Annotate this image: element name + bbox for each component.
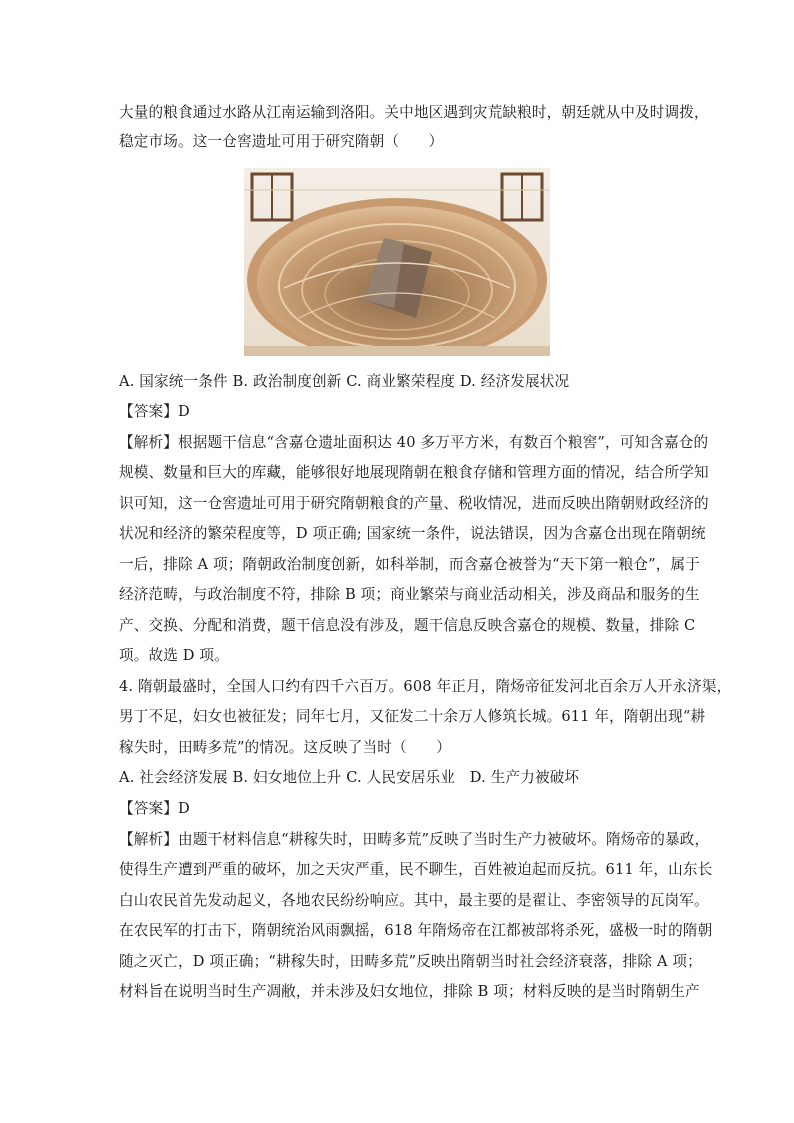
text-line: 大量的粮食通过水路从江南运输到洛阳。关中地区遇到灾荒缺粮时，朝廷就从中及时调拨，	[119, 104, 709, 121]
analysis-line: 白山农民首先发动起义，各地农民纷纷响应。其中，最主要的是翟让、李密领导的瓦岗军。	[119, 892, 709, 909]
analysis-line: 一后，排除 A 项；隋朝政治制度创新，如科举制，而含嘉仓被誉为“天下第一粮仓”，属于	[119, 556, 701, 573]
question-line: 稼失时，田畴多荒”的情况。这反映了当时（ ）	[119, 739, 451, 756]
answer-label: 【答案】D	[119, 403, 190, 420]
answer-options: A. 国家统一条件 B. 政治制度创新 C. 商业繁荣程度 D. 经济发展状况	[119, 373, 570, 390]
text-line: 稳定市场。这一仓窖遗址可用于研究隋朝（ ）	[119, 133, 444, 150]
analysis-line: 在农民军的打击下，隋朝统治风雨飘摇，618 年隋炀帝在江都被部将杀死，盛极一时的隋朝	[119, 922, 713, 939]
analysis-line: 材料旨在说明当时生产凋敝，并未涉及妇女地位，排除 B 项；材料反映的是当时隋朝生产	[119, 983, 700, 1000]
question-line: 4. 隋朝最盛时，全国人口约有四千六百万。608 年正月，隋炀帝征发河北百余万人开永济渠，	[119, 678, 732, 695]
analysis-line: 【解析】由题干材料信息“耕稼失时，田畴多荒”反映了当时生产力被破坏。隋炀帝的暴政，	[119, 831, 710, 848]
analysis-line: 规模、数量和巨大的库藏，能够很好地展现隋朝在粮食存储和管理方面的情况，结合所学知	[119, 464, 709, 481]
analysis-line: 【解析】根据题干信息“含嘉仓遗址面积达 40 多万平方米，有数百个粮窖”，可知含嘉仓的	[119, 434, 709, 451]
analysis-line: 使得生产遭到严重的破坏，加之天灾严重，民不聊生，百姓被迫起而反抗。611 年，山东长	[119, 861, 713, 878]
analysis-line: 产、交换、分配和消费，题干信息没有涉及，题干信息反映含嘉仓的规模、数量，排除 C	[119, 617, 696, 634]
analysis-line: 识可知，这一仓窖遗址可用于研究隋朝粮食的产量、税收情况，进而反映出隋朝财政经济的	[119, 495, 709, 512]
granary-pit-photo	[244, 168, 550, 356]
question-line: 男丁不足，妇女也被征发；同年七月，又征发二十余万人修筑长城。611 年，隋朝出现“耕	[119, 708, 706, 725]
analysis-line: 随之灭亡，D 项正确；“耕稼失时，田畴多荒”反映出隋朝当时社会经济衰落，排除 A 项；	[119, 953, 702, 970]
answer-options: A. 社会经济发展 B. 妇女地位上升 C. 人民安居乐业 D. 生产力被破坏	[119, 769, 580, 786]
analysis-line: 状况和经济的繁荣程度等，D 项正确; 国家统一条件，说法错误，因为含嘉仓出现在隋朝统	[119, 525, 706, 542]
analysis-line: 经济范畴，与政治制度不符，排除 B 项；商业繁荣与商业活动相关，涉及商品和服务的生	[119, 586, 700, 603]
answer-label: 【答案】D	[119, 800, 190, 817]
analysis-line: 项。故选 D 项。	[119, 647, 229, 664]
